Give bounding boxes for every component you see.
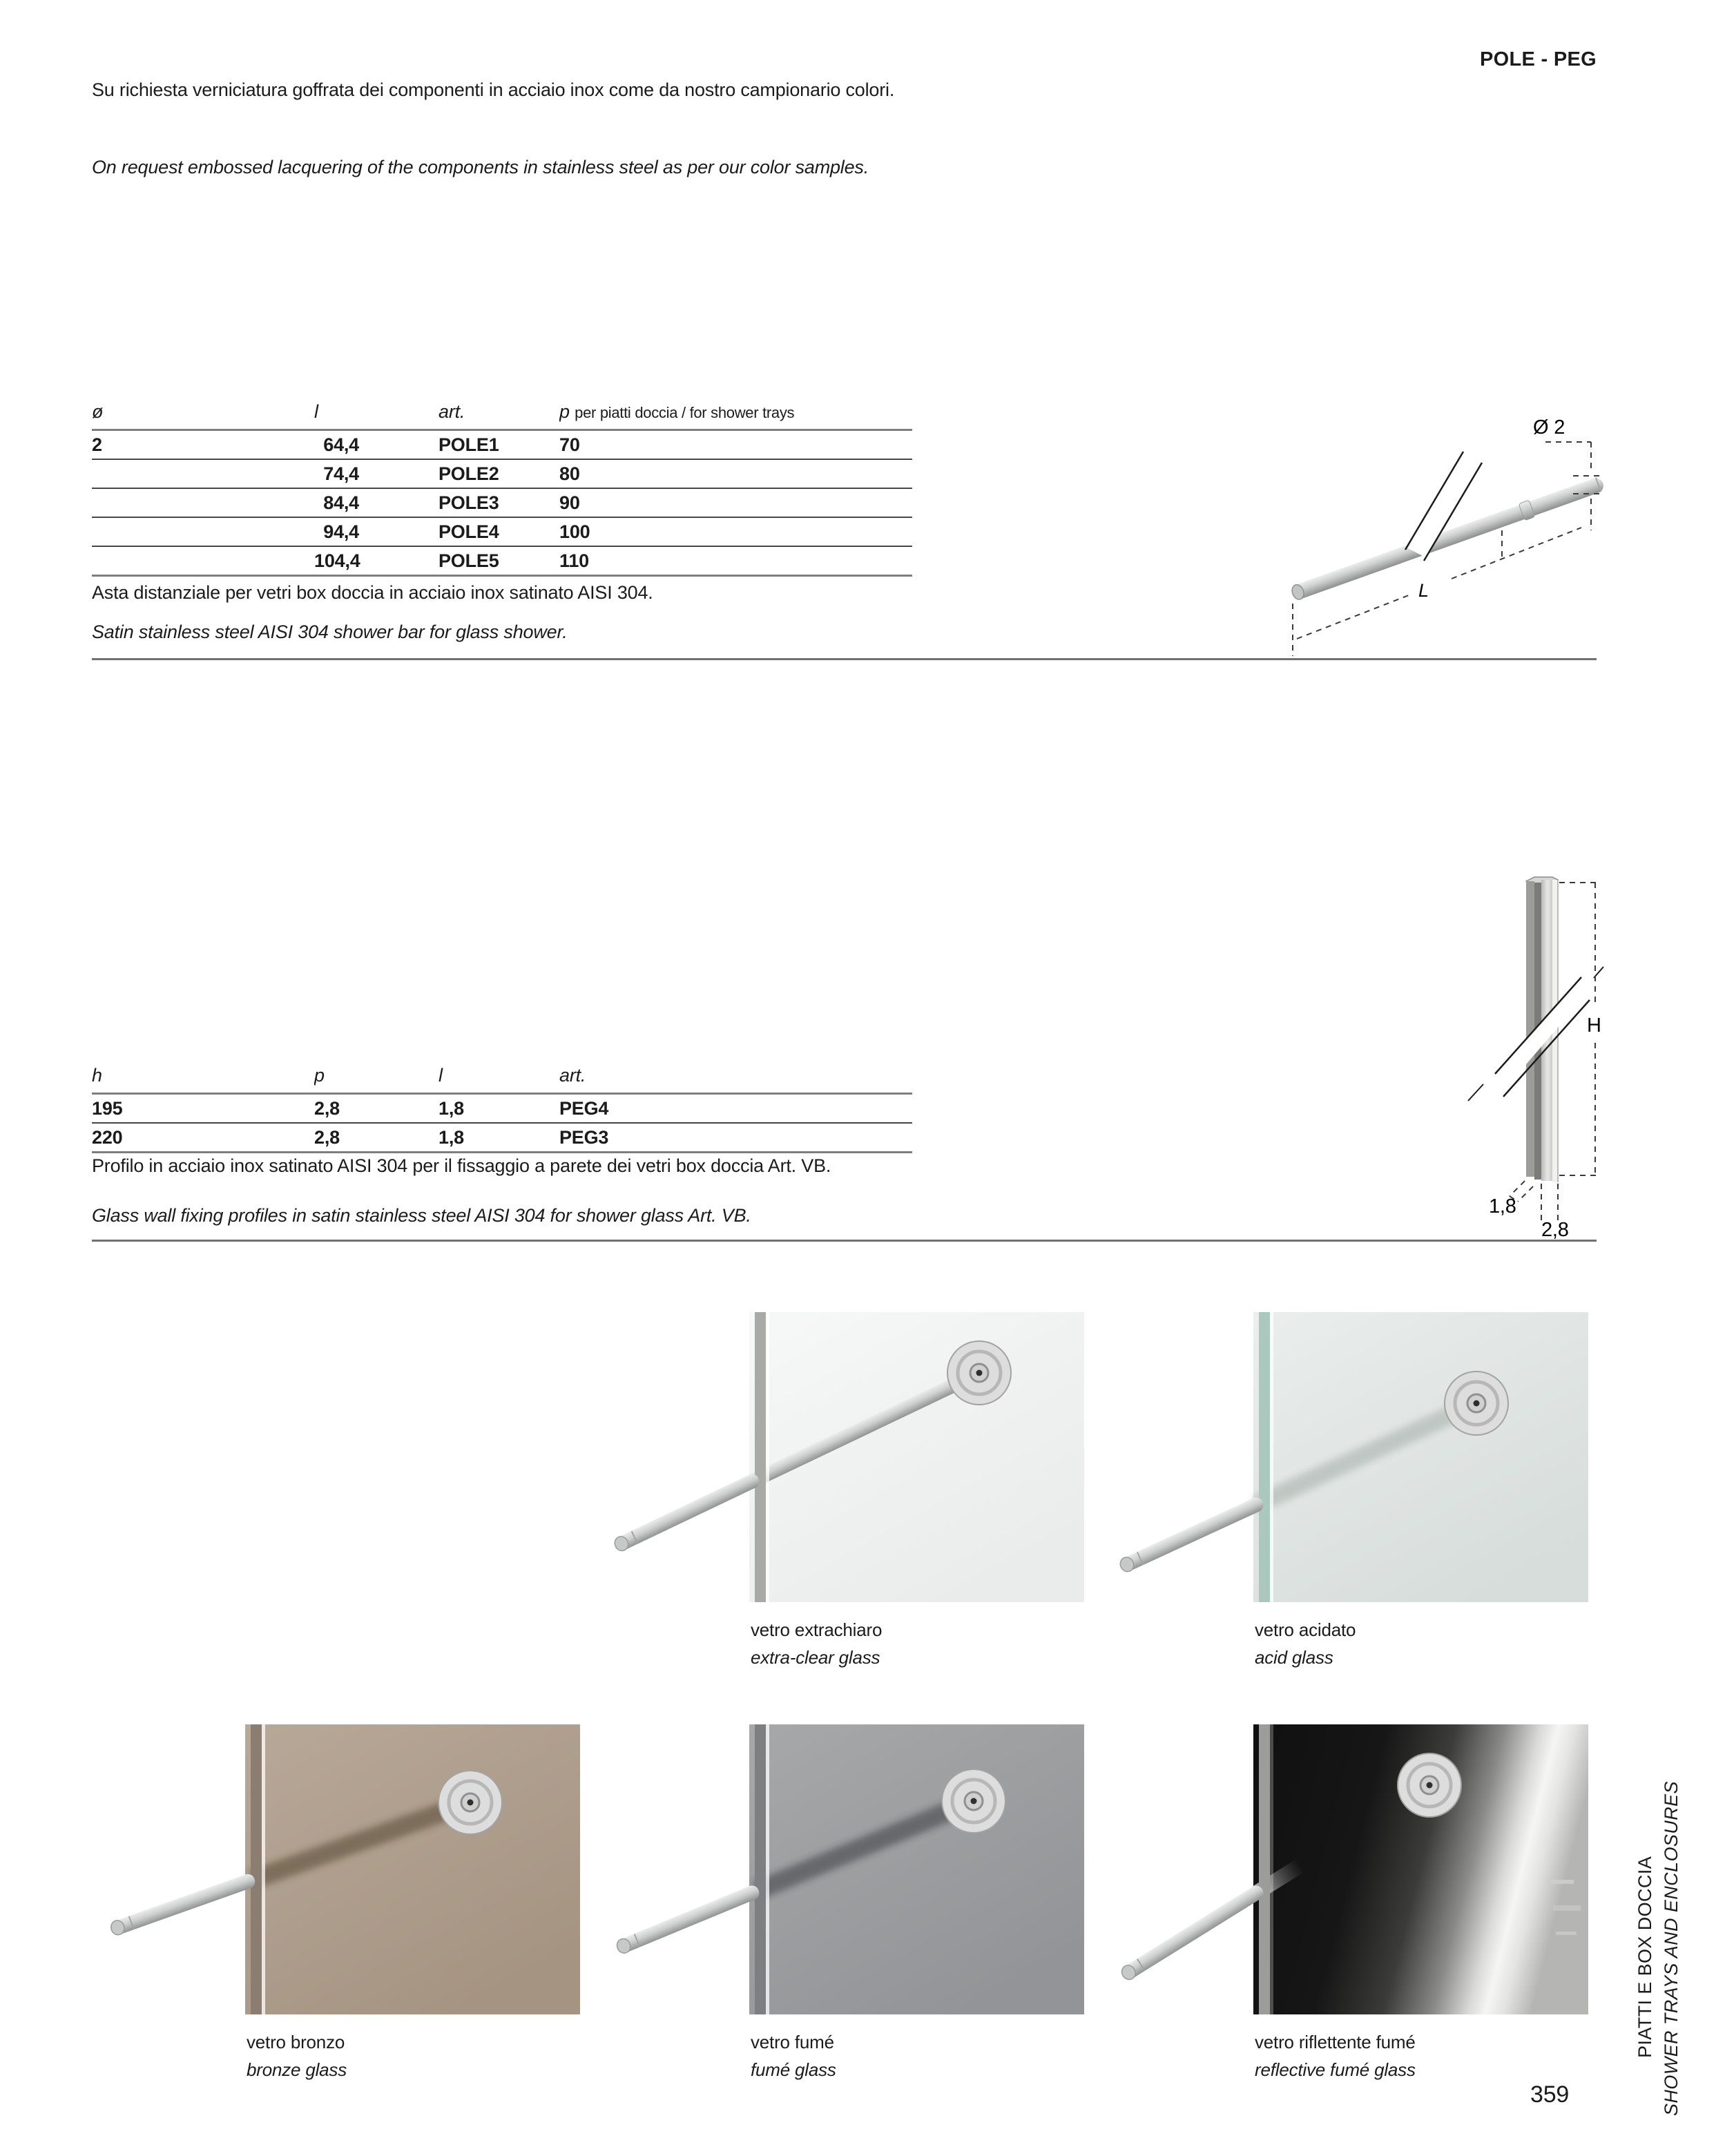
table-cell: 94,4: [323, 521, 359, 542]
table-cell: 104,4: [314, 550, 360, 571]
side-category-label-english: SHOWER TRAYS AND ENCLOSURES: [1661, 1781, 1681, 2116]
table-row: [92, 459, 912, 488]
table-row: [92, 488, 912, 517]
section-divider: [92, 1240, 1597, 1242]
diameter-dim-label: Ø 2: [1533, 416, 1565, 439]
column-header-trays: p per piatti doccia / for shower trays: [559, 401, 795, 422]
photo-caption: [1255, 1616, 1356, 1671]
glass-fixing-disc: [1445, 1371, 1508, 1435]
table-cell: 110: [559, 550, 589, 571]
table-cell: [92, 488, 314, 517]
table-header-row: [92, 391, 912, 430]
table-cell: 195: [92, 1097, 123, 1119]
photo-image: [100, 1724, 580, 2014]
bar-technical-drawing: [1264, 402, 1619, 659]
photo-acid-glass: [1108, 1312, 1588, 1678]
side-category-label-italian: PIATTI E BOX DOCCIA: [1635, 1856, 1655, 2058]
table-cell: [92, 517, 314, 546]
table-cell: POLE3: [439, 492, 499, 513]
table-header-row: [92, 1055, 912, 1094]
section-divider: [92, 658, 1597, 660]
table-cell: 2: [92, 434, 102, 455]
table-row: [92, 1094, 912, 1124]
glass-fixing-disc: [439, 1771, 502, 1834]
caption-english: reflective fumé glass: [1255, 2059, 1416, 2080]
height-dim-label: H: [1587, 1014, 1601, 1037]
photo-extra-clear-glass: [604, 1312, 1084, 1678]
column-header-width: l: [439, 1065, 443, 1086]
table-cell: 80: [559, 463, 580, 484]
table-cell: PEG4: [559, 1097, 609, 1119]
glass-fixing-disc: [947, 1341, 1011, 1405]
width-dim-label: 2,8: [1541, 1219, 1569, 1239]
table-row: [92, 430, 912, 460]
caption-italian: vetro acidato: [1255, 1619, 1356, 1640]
table-cell: 220: [92, 1126, 123, 1148]
intro-text-english: On request embossed lacquering of the components in stainless steel as per our color samples.: [92, 157, 869, 177]
caption-italian: vetro fumé: [751, 2032, 834, 2052]
photo-image: [1108, 1724, 1588, 2014]
column-header-length: l: [314, 401, 318, 422]
table-cell: POLE5: [439, 550, 499, 571]
table-cell: PEG3: [559, 1126, 609, 1148]
photo-caption: [751, 1616, 882, 1671]
photo-caption: [751, 2028, 836, 2083]
table-row: [92, 1123, 912, 1153]
pole-spec-table: [92, 391, 912, 577]
caption-italian: vetro bronzo: [247, 2032, 345, 2052]
peg-description-english: Glass wall fixing profiles in satin stainless steel AISI 304 for shower glass Art. VB.: [92, 1205, 751, 1226]
photo-image: [604, 1312, 1084, 1602]
page-title: POLE - PEG: [1480, 48, 1597, 70]
table-cell: 100: [559, 521, 590, 542]
table-cell: 1,8: [439, 1126, 464, 1148]
caption-italian: vetro extrachiaro: [751, 1619, 883, 1640]
caption-english: acid glass: [1255, 1647, 1333, 1668]
photo-caption: [1255, 2028, 1416, 2083]
table-cell: 90: [559, 492, 580, 513]
table-cell: POLE1: [439, 434, 499, 455]
photo-reflective-fume-glass: [1108, 1724, 1588, 2090]
dimension-lines: [1293, 442, 1601, 656]
table-cell: 84,4: [323, 492, 359, 513]
column-header-article: art.: [559, 1065, 586, 1086]
table-cell: 74,4: [323, 463, 359, 484]
profile-technical-drawing: [1436, 872, 1616, 1239]
table-row: [92, 517, 912, 546]
glass-fixing-disc: [1398, 1753, 1461, 1817]
table-cell: POLE4: [439, 521, 499, 542]
column-header-article: art.: [439, 401, 465, 422]
photo-fume-glass: [604, 1724, 1084, 2090]
table-cell: POLE2: [439, 463, 499, 484]
table-cell: [92, 459, 314, 488]
pole-description-italian: Asta distanziale per vetri box doccia in acciaio inox satinato AISI 304.: [92, 582, 653, 603]
column-header-diameter: ø: [92, 401, 104, 422]
peg-spec-table: [92, 1055, 912, 1153]
caption-english: fumé glass: [751, 2059, 836, 2080]
caption-italian: vetro riflettente fumé: [1255, 2032, 1416, 2052]
table-cell: [92, 546, 314, 576]
intro-text-italian: Su richiesta verniciatura goffrata dei componenti in acciaio inox come da nostro campionario colori.: [92, 79, 895, 100]
table-cell: 2,8: [314, 1126, 340, 1148]
column-header-height: h: [92, 1065, 102, 1086]
table-cell: 2,8: [314, 1097, 340, 1119]
caption-english: extra-clear glass: [751, 1647, 880, 1668]
table-cell: 70: [559, 434, 580, 455]
table-row: [92, 546, 912, 576]
caption-english: bronze glass: [247, 2059, 347, 2080]
glass-fixing-disc: [942, 1769, 1005, 1833]
depth-dim-label: 1,8: [1489, 1195, 1516, 1217]
column-header-depth: p: [314, 1065, 325, 1086]
table-cell: 1,8: [439, 1097, 464, 1119]
photo-image: [604, 1724, 1084, 2014]
peg-description-italian: Profilo in acciaio inox satinato AISI 304 per il fissaggio a parete dei vetri box doccia Art. VB.: [92, 1155, 831, 1176]
photo-image: [1108, 1312, 1588, 1602]
photo-bronze-glass: [100, 1724, 580, 2090]
page-number: 359: [1530, 2081, 1570, 2108]
photo-caption: [247, 2028, 347, 2083]
pole-description-english: Satin stainless steel AISI 304 shower bar for glass shower.: [92, 622, 568, 642]
table-cell: 64,4: [323, 434, 359, 455]
length-dim-label: L: [1418, 580, 1429, 601]
break-mark: [1468, 1084, 1483, 1101]
